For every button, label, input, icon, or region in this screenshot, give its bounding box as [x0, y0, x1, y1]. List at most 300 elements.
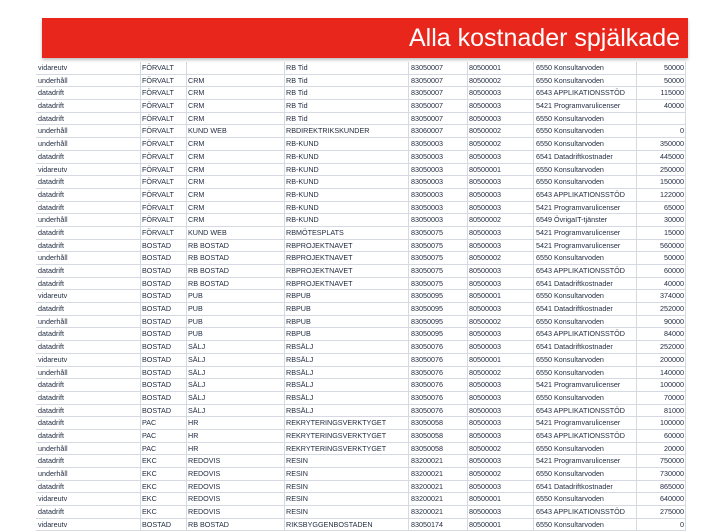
cell-application: RB-KUND [286, 139, 319, 149]
cell-account: 80500003 [469, 227, 501, 237]
cell-cost-type: 5421 Programvarulicenser [536, 380, 621, 390]
cell-application: RBSÄLJ [286, 367, 314, 377]
cell-account: 80500003 [469, 304, 501, 314]
cell-system: RB BOSTAD [188, 253, 230, 263]
cell-area: BOSTAD [142, 266, 172, 275]
cell-activity: underhåll [38, 469, 68, 478]
cell-activity: datadrift [38, 177, 64, 187]
cell-area: FÖRVALT [142, 215, 174, 225]
cell-area: EKC [142, 456, 157, 466]
cell-account: 80500003 [469, 329, 501, 339]
cell-application: RBDIREKTRIKSKUNDER [286, 126, 370, 136]
table-row [36, 367, 686, 380]
cell-system: HR [188, 443, 199, 453]
cell-activity: underhåll [38, 75, 68, 85]
cell-activity: datadrift [38, 418, 64, 428]
cell-cost-center: 83050075 [411, 253, 443, 263]
table-row [36, 468, 686, 481]
cell-activity: datadrift [38, 342, 64, 352]
cell-area: EKC [142, 481, 157, 491]
cell-account: 80500003 [469, 456, 501, 466]
cell-cost-type: 6543 APPLIKATIONSSTÖD [536, 329, 625, 339]
cell-application: RBMÖTESPLATS [286, 227, 344, 237]
cell-cost-center: 83050095 [411, 329, 443, 339]
cell-area: PAC [142, 430, 157, 440]
cell-activity: vidareutv [38, 519, 68, 529]
cell-amount: 730000 [660, 469, 684, 478]
cell-application: RB-KUND [286, 164, 319, 174]
cell-activity: vidareutv [38, 354, 68, 364]
cell-system: CRM [188, 177, 205, 187]
cell-activity: datadrift [38, 88, 64, 98]
cell-system: REDOVIS [188, 469, 221, 478]
cell-application: RB Tid [286, 75, 308, 85]
table-row [36, 214, 686, 227]
cell-account: 80500003 [469, 202, 501, 212]
cell-cost-center: 83050095 [411, 291, 443, 301]
cell-cost-center: 83050076 [411, 354, 443, 364]
cell-application: RB Tid [286, 88, 308, 98]
cell-account: 80500003 [469, 430, 501, 440]
cell-cost-center: 83050174 [411, 519, 443, 529]
cell-account: 80500003 [469, 507, 501, 517]
cell-area: BOSTAD [142, 342, 172, 352]
cell-account: 80500003 [469, 113, 501, 123]
title-banner [42, 18, 688, 58]
cell-application: RESIN [286, 469, 308, 478]
cell-amount: 90000 [664, 316, 684, 326]
table-row [36, 303, 686, 316]
cell-account: 80500003 [469, 189, 501, 199]
cell-area: FÖRVALT [142, 189, 174, 199]
cell-cost-type: 6543 APPLIKATIONSSTÖD [536, 189, 625, 199]
table-row [36, 113, 686, 126]
cell-area: BOSTAD [142, 316, 172, 326]
cell-cost-type: 6550 Konsultarvoden [536, 113, 604, 123]
cell-cost-center: 83050003 [411, 139, 443, 149]
cell-system: REDOVIS [188, 456, 221, 466]
column-divider [636, 62, 637, 531]
cell-activity: underhåll [38, 139, 68, 149]
cell-cost-type: 6550 Konsultarvoden [536, 139, 604, 149]
cell-account: 80500003 [469, 405, 501, 415]
column-divider [140, 62, 141, 531]
cell-cost-type: 6550 Konsultarvoden [536, 253, 604, 263]
cell-amount: 350000 [660, 139, 684, 149]
cell-amount: 84000 [664, 329, 684, 339]
cell-system: HR [188, 418, 199, 428]
column-divider [408, 62, 409, 531]
cell-area: BOSTAD [142, 405, 172, 415]
cell-cost-center: 83050075 [411, 240, 443, 250]
cell-application: RBPROJEKTNAVET [286, 240, 353, 250]
cell-activity: underhåll [38, 126, 68, 136]
cell-cost-center: 83200021 [411, 456, 443, 466]
cell-amount: 0 [680, 519, 684, 529]
table-row [36, 481, 686, 494]
table-row [36, 62, 686, 75]
cell-cost-center: 83050003 [411, 177, 443, 187]
cell-cost-center: 83050007 [411, 88, 443, 98]
table-row [36, 341, 686, 354]
cell-cost-center: 83050075 [411, 227, 443, 237]
cell-application: RESIN [286, 494, 308, 504]
cell-account: 80500001 [469, 494, 501, 504]
cell-activity: datadrift [38, 405, 64, 415]
table-row [36, 405, 686, 418]
cell-cost-type: 6550 Konsultarvoden [536, 164, 604, 174]
cell-cost-center: 83200021 [411, 507, 443, 517]
cell-account: 80500003 [469, 380, 501, 390]
cell-cost-center: 83200021 [411, 494, 443, 504]
cell-activity: datadrift [38, 101, 64, 111]
cell-account: 80500001 [469, 291, 501, 301]
cell-application: REKRYTERINGSVERKTYGET [286, 443, 387, 453]
cell-system: PUB [188, 304, 203, 314]
table-row [36, 265, 686, 278]
cell-account: 80500002 [469, 126, 501, 136]
cell-cost-type: 6550 Konsultarvoden [536, 291, 604, 301]
cell-cost-center: 83200021 [411, 469, 443, 478]
table-row [36, 151, 686, 164]
cell-amount: 60000 [664, 266, 684, 275]
cell-area: FÖRVALT [142, 139, 174, 149]
cell-area: FÖRVALT [142, 164, 174, 174]
cell-account: 80500003 [469, 177, 501, 187]
cell-account: 80500002 [469, 367, 501, 377]
cell-activity: datadrift [38, 151, 64, 161]
cell-activity: vidareutv [38, 494, 68, 504]
cell-cost-type: 6541 Datadriftkostnader [536, 481, 613, 491]
cell-amount: 275000 [660, 507, 684, 517]
cell-system: HR [188, 430, 199, 440]
cell-activity: datadrift [38, 304, 64, 314]
cell-account: 80500001 [469, 164, 501, 174]
cell-amount: 150000 [660, 177, 684, 187]
cell-cost-center: 83060007 [411, 126, 443, 136]
cell-activity: underhåll [38, 253, 68, 263]
cell-application: RBPUB [286, 304, 311, 314]
cell-application: RBPROJEKTNAVET [286, 266, 353, 275]
table-row [36, 164, 686, 177]
cell-cost-type: 6550 Konsultarvoden [536, 75, 604, 85]
cell-system: CRM [188, 151, 205, 161]
cell-application: RB-KUND [286, 151, 319, 161]
cell-cost-center: 83200021 [411, 481, 443, 491]
cell-cost-type: 6541 Datadriftkostnader [536, 342, 613, 352]
cell-cost-center: 83050003 [411, 189, 443, 199]
cell-area: BOSTAD [142, 380, 172, 390]
cell-activity: datadrift [38, 456, 64, 466]
cell-activity: datadrift [38, 329, 64, 339]
cell-amount: 115000 [660, 88, 684, 98]
cell-area: EKC [142, 469, 157, 478]
cell-cost-type: 6550 Konsultarvoden [536, 392, 604, 402]
spreadsheet-table [36, 62, 686, 531]
cell-amount: 70000 [664, 392, 684, 402]
cell-amount: 81000 [664, 405, 684, 415]
cell-area: BOSTAD [142, 367, 172, 377]
cell-cost-type: 6543 APPLIKATIONSSTÖD [536, 507, 625, 517]
cell-area: FÖRVALT [142, 113, 174, 123]
cell-area: PAC [142, 418, 157, 428]
cell-amount: 60000 [664, 430, 684, 440]
cell-cost-center: 83050075 [411, 266, 443, 275]
cell-cost-center: 83050058 [411, 418, 443, 428]
cell-cost-center: 83050095 [411, 304, 443, 314]
cell-account: 80500003 [469, 392, 501, 402]
cell-cost-type: 6543 APPLIKATIONSSTÖD [536, 405, 625, 415]
cell-system: CRM [188, 202, 205, 212]
column-divider [467, 62, 468, 531]
cell-application: RBSÄLJ [286, 380, 314, 390]
cell-system: SÄLJ [188, 354, 206, 364]
cell-amount: 40000 [664, 278, 684, 288]
cell-activity: vidareutv [38, 164, 68, 174]
cell-activity: datadrift [38, 240, 64, 250]
cell-activity: underhåll [38, 215, 68, 225]
cell-area: FÖRVALT [142, 88, 174, 98]
table-row [36, 493, 686, 506]
cell-system: PUB [188, 316, 203, 326]
cell-account: 80500003 [469, 342, 501, 352]
cell-area: PAC [142, 443, 157, 453]
cell-account: 80500002 [469, 139, 501, 149]
cell-cost-type: 6550 Konsultarvoden [536, 494, 604, 504]
cell-activity: datadrift [38, 202, 64, 212]
cell-account: 80500002 [469, 316, 501, 326]
table-row [36, 379, 686, 392]
cell-application: RBPROJEKTNAVET [286, 253, 353, 263]
cell-activity: datadrift [38, 227, 64, 237]
cell-cost-type: 6550 Konsultarvoden [536, 126, 604, 136]
cell-amount: 0 [680, 126, 684, 136]
cell-account: 80500003 [469, 151, 501, 161]
cell-activity: datadrift [38, 481, 64, 491]
table-row [36, 506, 686, 519]
cell-application: RBSÄLJ [286, 354, 314, 364]
cell-activity: datadrift [38, 392, 64, 402]
cell-account: 80500003 [469, 418, 501, 428]
cell-area: FÖRVALT [142, 75, 174, 85]
cell-system: KUND WEB [188, 126, 227, 136]
cell-area: BOSTAD [142, 354, 172, 364]
cell-system: KUND WEB [188, 227, 227, 237]
cell-amount: 640000 [660, 494, 684, 504]
cell-activity: datadrift [38, 278, 64, 288]
cell-application: RBSÄLJ [286, 392, 314, 402]
cell-area: FÖRVALT [142, 177, 174, 187]
cell-cost-center: 83050007 [411, 113, 443, 123]
cell-activity: vidareutv [38, 63, 68, 72]
cell-cost-center: 83050076 [411, 405, 443, 415]
table-row [36, 354, 686, 367]
cell-amount: 750000 [660, 456, 684, 466]
column-divider [284, 62, 285, 531]
table-row [36, 430, 686, 443]
cell-account: 80500001 [469, 63, 501, 72]
cell-activity: datadrift [38, 380, 64, 390]
table-row [36, 252, 686, 265]
cell-system: RB BOSTAD [188, 519, 230, 529]
cell-cost-type: 5421 Programvarulicenser [536, 202, 621, 212]
table-row [36, 278, 686, 291]
cell-system: RB BOSTAD [188, 240, 230, 250]
cell-application: RBPROJEKTNAVET [286, 278, 353, 288]
table-row [36, 227, 686, 240]
cell-application: RBSÄLJ [286, 342, 314, 352]
column-divider [685, 62, 686, 531]
table-row [36, 316, 686, 329]
cell-system: REDOVIS [188, 481, 221, 491]
cell-cost-center: 83050003 [411, 215, 443, 225]
table-row [36, 392, 686, 405]
cell-account: 80500002 [469, 253, 501, 263]
cell-area: EKC [142, 494, 157, 504]
cell-cost-center: 83050076 [411, 392, 443, 402]
cell-cost-type: 6550 Konsultarvoden [536, 367, 604, 377]
cell-area: BOSTAD [142, 253, 172, 263]
cell-cost-center: 83050058 [411, 430, 443, 440]
cell-amount: 20000 [664, 443, 684, 453]
cell-account: 80500003 [469, 266, 501, 275]
cell-cost-center: 83050007 [411, 75, 443, 85]
cell-account: 80500003 [469, 278, 501, 288]
cell-area: BOSTAD [142, 240, 172, 250]
cell-account: 80500003 [469, 240, 501, 250]
cell-cost-center: 83050007 [411, 101, 443, 111]
table-row [36, 87, 686, 100]
cell-area: BOSTAD [142, 304, 172, 314]
cell-amount: 50000 [664, 63, 684, 72]
table-row [36, 189, 686, 202]
table-row [36, 125, 686, 138]
cell-application: RESIN [286, 481, 308, 491]
cell-system: RB BOSTAD [188, 266, 230, 275]
cell-system: REDOVIS [188, 494, 221, 504]
cell-cost-center: 83050076 [411, 380, 443, 390]
cell-amount: 140000 [660, 367, 684, 377]
cell-activity: vidareutv [38, 291, 68, 301]
cell-cost-type: 6543 APPLIKATIONSSTÖD [536, 88, 625, 98]
cell-cost-type: 6549 ÖvrigaIT-tjänster [536, 215, 608, 225]
cell-account: 80500002 [469, 469, 501, 478]
cell-cost-center: 83050075 [411, 278, 443, 288]
cell-amount: 250000 [660, 164, 684, 174]
cell-account: 80500003 [469, 481, 501, 491]
cell-system: CRM [188, 215, 205, 225]
cell-activity: datadrift [38, 189, 64, 199]
cell-amount: 15000 [664, 227, 684, 237]
table-row [36, 417, 686, 430]
cell-account: 80500003 [469, 88, 501, 98]
cell-activity: datadrift [38, 507, 64, 517]
cell-cost-center: 83050007 [411, 63, 443, 72]
cell-system: RB BOSTAD [188, 278, 230, 288]
cell-application: RB-KUND [286, 189, 319, 199]
cell-activity: underhåll [38, 443, 68, 453]
cell-cost-type: 5421 Programvarulicenser [536, 240, 621, 250]
cell-cost-center: 83050003 [411, 202, 443, 212]
cell-amount: 865000 [660, 481, 684, 491]
cell-application: REKRYTERINGSVERKTYGET [286, 418, 387, 428]
cell-system: CRM [188, 139, 205, 149]
table-row [36, 519, 686, 531]
cell-system: PUB [188, 291, 203, 301]
cell-cost-type: 6550 Konsultarvoden [536, 354, 604, 364]
cell-application: RB-KUND [286, 177, 319, 187]
cell-activity: underhåll [38, 316, 68, 326]
cell-amount: 40000 [664, 101, 684, 111]
cell-system: CRM [188, 164, 205, 174]
table-row [36, 443, 686, 456]
table-row [36, 75, 686, 88]
cell-application: RB Tid [286, 63, 308, 72]
cell-cost-center: 83050076 [411, 342, 443, 352]
cell-amount: 30000 [664, 215, 684, 225]
table-row [36, 202, 686, 215]
cell-amount: 200000 [660, 354, 684, 364]
cell-cost-center: 83050003 [411, 151, 443, 161]
cell-application: RBPUB [286, 291, 311, 301]
cell-area: FÖRVALT [142, 63, 174, 72]
cell-system: SÄLJ [188, 405, 206, 415]
cell-cost-type: 6543 APPLIKATIONSSTÖD [536, 266, 625, 275]
cell-amount: 374000 [660, 291, 684, 301]
cell-cost-type: 5421 Programvarulicenser [536, 456, 621, 466]
table-row [36, 240, 686, 253]
cell-account: 80500003 [469, 101, 501, 111]
cell-system: SÄLJ [188, 392, 206, 402]
cell-amount: 560000 [660, 240, 684, 250]
cell-system: SÄLJ [188, 380, 206, 390]
cell-system: CRM [188, 189, 205, 199]
cell-activity: datadrift [38, 266, 64, 275]
cell-system: CRM [188, 88, 205, 98]
cell-cost-type: 6550 Konsultarvoden [536, 316, 604, 326]
table-row [36, 100, 686, 113]
cell-cost-center: 83050003 [411, 164, 443, 174]
cell-cost-type: 6543 APPLIKATIONSSTÖD [536, 430, 625, 440]
cell-cost-center: 83050095 [411, 316, 443, 326]
cell-amount: 252000 [660, 304, 684, 314]
cell-amount: 50000 [664, 75, 684, 85]
cell-area: FÖRVALT [142, 151, 174, 161]
cell-system: SÄLJ [188, 367, 206, 377]
cell-cost-type: 5421 Programvarulicenser [536, 227, 621, 237]
cell-application: RESIN [286, 507, 308, 517]
cell-area: EKC [142, 507, 157, 517]
cell-area: BOSTAD [142, 392, 172, 402]
cell-account: 80500001 [469, 354, 501, 364]
cell-cost-type: 5421 Programvarulicenser [536, 101, 621, 111]
cell-application: RESIN [286, 456, 308, 466]
cell-cost-type: 6550 Konsultarvoden [536, 177, 604, 187]
cell-application: RB Tid [286, 101, 308, 111]
cell-amount: 100000 [660, 380, 684, 390]
cell-system: REDOVIS [188, 507, 221, 517]
table-row [36, 455, 686, 468]
cell-area: BOSTAD [142, 278, 172, 288]
cell-cost-center: 83050076 [411, 367, 443, 377]
cell-cost-type: 6541 Datadriftkostnader [536, 151, 613, 161]
cell-area: FÖRVALT [142, 126, 174, 136]
cell-system: CRM [188, 113, 205, 123]
table-row [36, 138, 686, 151]
cell-account: 80500001 [469, 519, 501, 529]
slide-title: Alla kostnader spjälkade [409, 24, 680, 52]
cell-application: RIKSBYGGENBOSTADEN [286, 519, 373, 529]
